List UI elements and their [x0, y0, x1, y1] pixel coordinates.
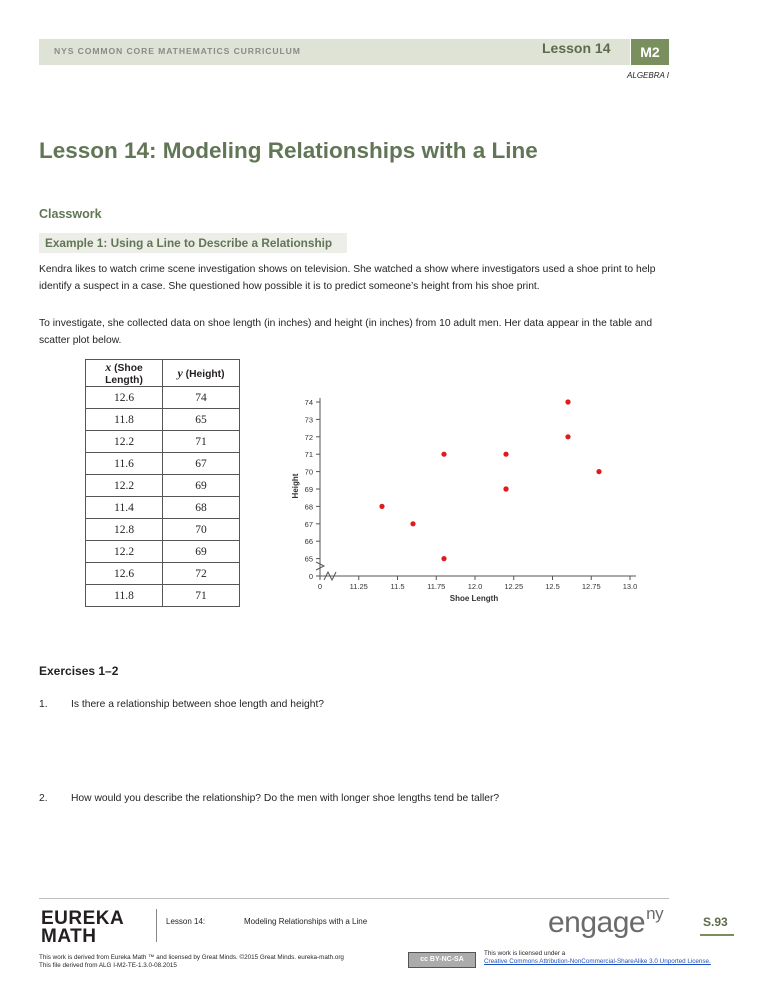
table-cell: 69	[163, 475, 240, 497]
y-tick-label: 72	[304, 432, 313, 442]
y-tick-label: 70	[304, 467, 313, 477]
example-heading: Example 1: Using a Line to Describe a Relationship	[39, 233, 347, 253]
x-axis-break-mark	[324, 572, 336, 580]
exercises-heading: Exercises 1–2	[39, 664, 119, 678]
table-cell: 12.2	[86, 541, 163, 563]
y-axis-ticks	[305, 398, 320, 581]
engageny-logo: engage$^{ny}$	[548, 904, 664, 939]
y-tick-label: 0	[308, 572, 313, 581]
data-point	[441, 452, 446, 457]
header-lesson: Lesson 14	[542, 40, 611, 56]
x-tick-label: 11.5	[390, 582, 405, 591]
data-points	[379, 399, 601, 561]
example-paragraph-2: To investigate, she collected data on shoe length (in inches) and height (in inches) from 10 adult men. Her data appear in the table and scatter plot below.	[39, 318, 653, 346]
license-link[interactable]: Creative Commons Attribution-NonCommercial-ShareAlike 3.0 Unported License.	[484, 958, 711, 965]
table-cell: 70	[163, 519, 240, 541]
table-row	[86, 541, 240, 563]
page-number-underline	[700, 934, 734, 936]
data-point	[503, 486, 508, 491]
x-tick-label: 12.0	[467, 582, 483, 591]
table-cell: 11.8	[86, 585, 163, 607]
y-tick-label: 73	[304, 415, 313, 425]
y-tick-label: 69	[304, 485, 313, 494]
data-table	[85, 359, 240, 607]
data-point	[565, 399, 570, 404]
y-tick-label: 71	[304, 450, 313, 460]
table-cell: 12.2	[86, 475, 163, 497]
license-notice: This work is licensed under a Creative Commons Attribution-NonCommercial-ShareAlike 3.0 Unported License.	[484, 950, 711, 965]
table-cell: 11.6	[86, 453, 163, 475]
course-label: ALGEBRA I	[627, 71, 669, 80]
data-point	[441, 556, 446, 561]
x-tick-label: 0	[317, 582, 323, 591]
table-row	[86, 453, 240, 475]
data-point	[596, 469, 601, 474]
eureka-math-logo: EUREKA MATH	[41, 908, 125, 947]
table-row	[86, 497, 240, 519]
y-tick-label: 67	[304, 519, 313, 529]
page-number: S.93	[703, 915, 728, 929]
y-axis-label: Height	[291, 473, 300, 499]
axes	[316, 398, 636, 580]
x-tick-label: 12.5	[545, 582, 560, 591]
curriculum-label: NYS COMMON CORE MATHEMATICS CURRICULUM	[54, 46, 301, 56]
y-tick-label: 66	[304, 537, 313, 547]
table-cell: 12.6	[86, 563, 163, 585]
table-cell: 68	[163, 497, 240, 519]
data-point	[379, 504, 384, 509]
example-paragraph-1: Kendra likes to watch crime scene investigation shows on television. She watched a show where investigators used a shoe print to help identify a suspect in a case. She questioned how possible it is to predict someone’s height from his shoe print.	[39, 264, 656, 292]
footer-divider	[39, 898, 669, 899]
table-cell: 69	[163, 541, 240, 563]
table-header-row	[86, 360, 240, 387]
footer-vertical-divider	[156, 909, 157, 942]
classwork-heading: Classwork	[39, 207, 102, 221]
table-row	[86, 563, 240, 585]
question-1-number: 1.	[39, 699, 48, 710]
table-cell: 12.8	[86, 519, 163, 541]
footer-lesson-title: Modeling Relationships with a Line	[244, 917, 368, 926]
table-cell: 12.6	[86, 387, 163, 409]
y-tick-label: 65	[304, 554, 313, 564]
table-row	[86, 585, 240, 607]
table-row	[86, 519, 240, 541]
derived-notice: This work is derived from Eureka Math ™ and licensed by Great Minds. ©2015 Great Minds. eureka-math.org This file derived from ALG I-M2-TE-1.3.0-08.2015	[39, 954, 344, 969]
table-cell: 72	[163, 563, 240, 585]
question-2-text: How would you describe the relationship? Do the men with longer shoe lengths tend be taller?	[71, 793, 500, 804]
data-point	[565, 434, 570, 439]
table-cell: 67	[163, 453, 240, 475]
y-tick-label: 74	[304, 398, 313, 407]
data-point	[410, 521, 415, 526]
x-tick-label: 11.75	[427, 582, 446, 591]
x-axis-label: Shoe Length	[449, 594, 499, 603]
page-title: Lesson 14: Modeling Relationships with a Line	[39, 138, 538, 163]
column-header-height: y (Height)	[163, 360, 240, 387]
table-cell: 12.2	[86, 431, 163, 453]
x-tick-label: 11.25	[349, 582, 368, 591]
table-cell: 11.4	[86, 497, 163, 519]
data-point	[503, 452, 508, 457]
y-tick-label: 68	[304, 502, 313, 512]
cc-license-badge: cc BY-NC-SA	[408, 952, 476, 968]
x-tick-label: 13.0	[622, 582, 638, 591]
x-axis-ticks	[318, 576, 637, 591]
module-badge: M2	[631, 39, 669, 65]
table-cell: 11.8	[86, 409, 163, 431]
table-row	[86, 475, 240, 497]
table-row	[86, 409, 240, 431]
x-tick-label: 12.25	[504, 582, 524, 591]
scatter-plot	[270, 380, 650, 608]
question-1-text: Is there a relationship between shoe length and height?	[71, 699, 325, 710]
table-cell: 71	[163, 585, 240, 607]
table-row	[86, 387, 240, 409]
x-tick-label: 12.75	[581, 582, 601, 591]
question-2-number: 2.	[39, 793, 48, 804]
column-header-shoe-length: x (Shoe Length)	[86, 360, 163, 387]
table-cell: 65	[163, 409, 240, 431]
table-row	[86, 431, 240, 453]
table-cell: 71	[163, 431, 240, 453]
table-cell: 74	[163, 387, 240, 409]
footer-lesson: Lesson 14:	[166, 917, 206, 926]
